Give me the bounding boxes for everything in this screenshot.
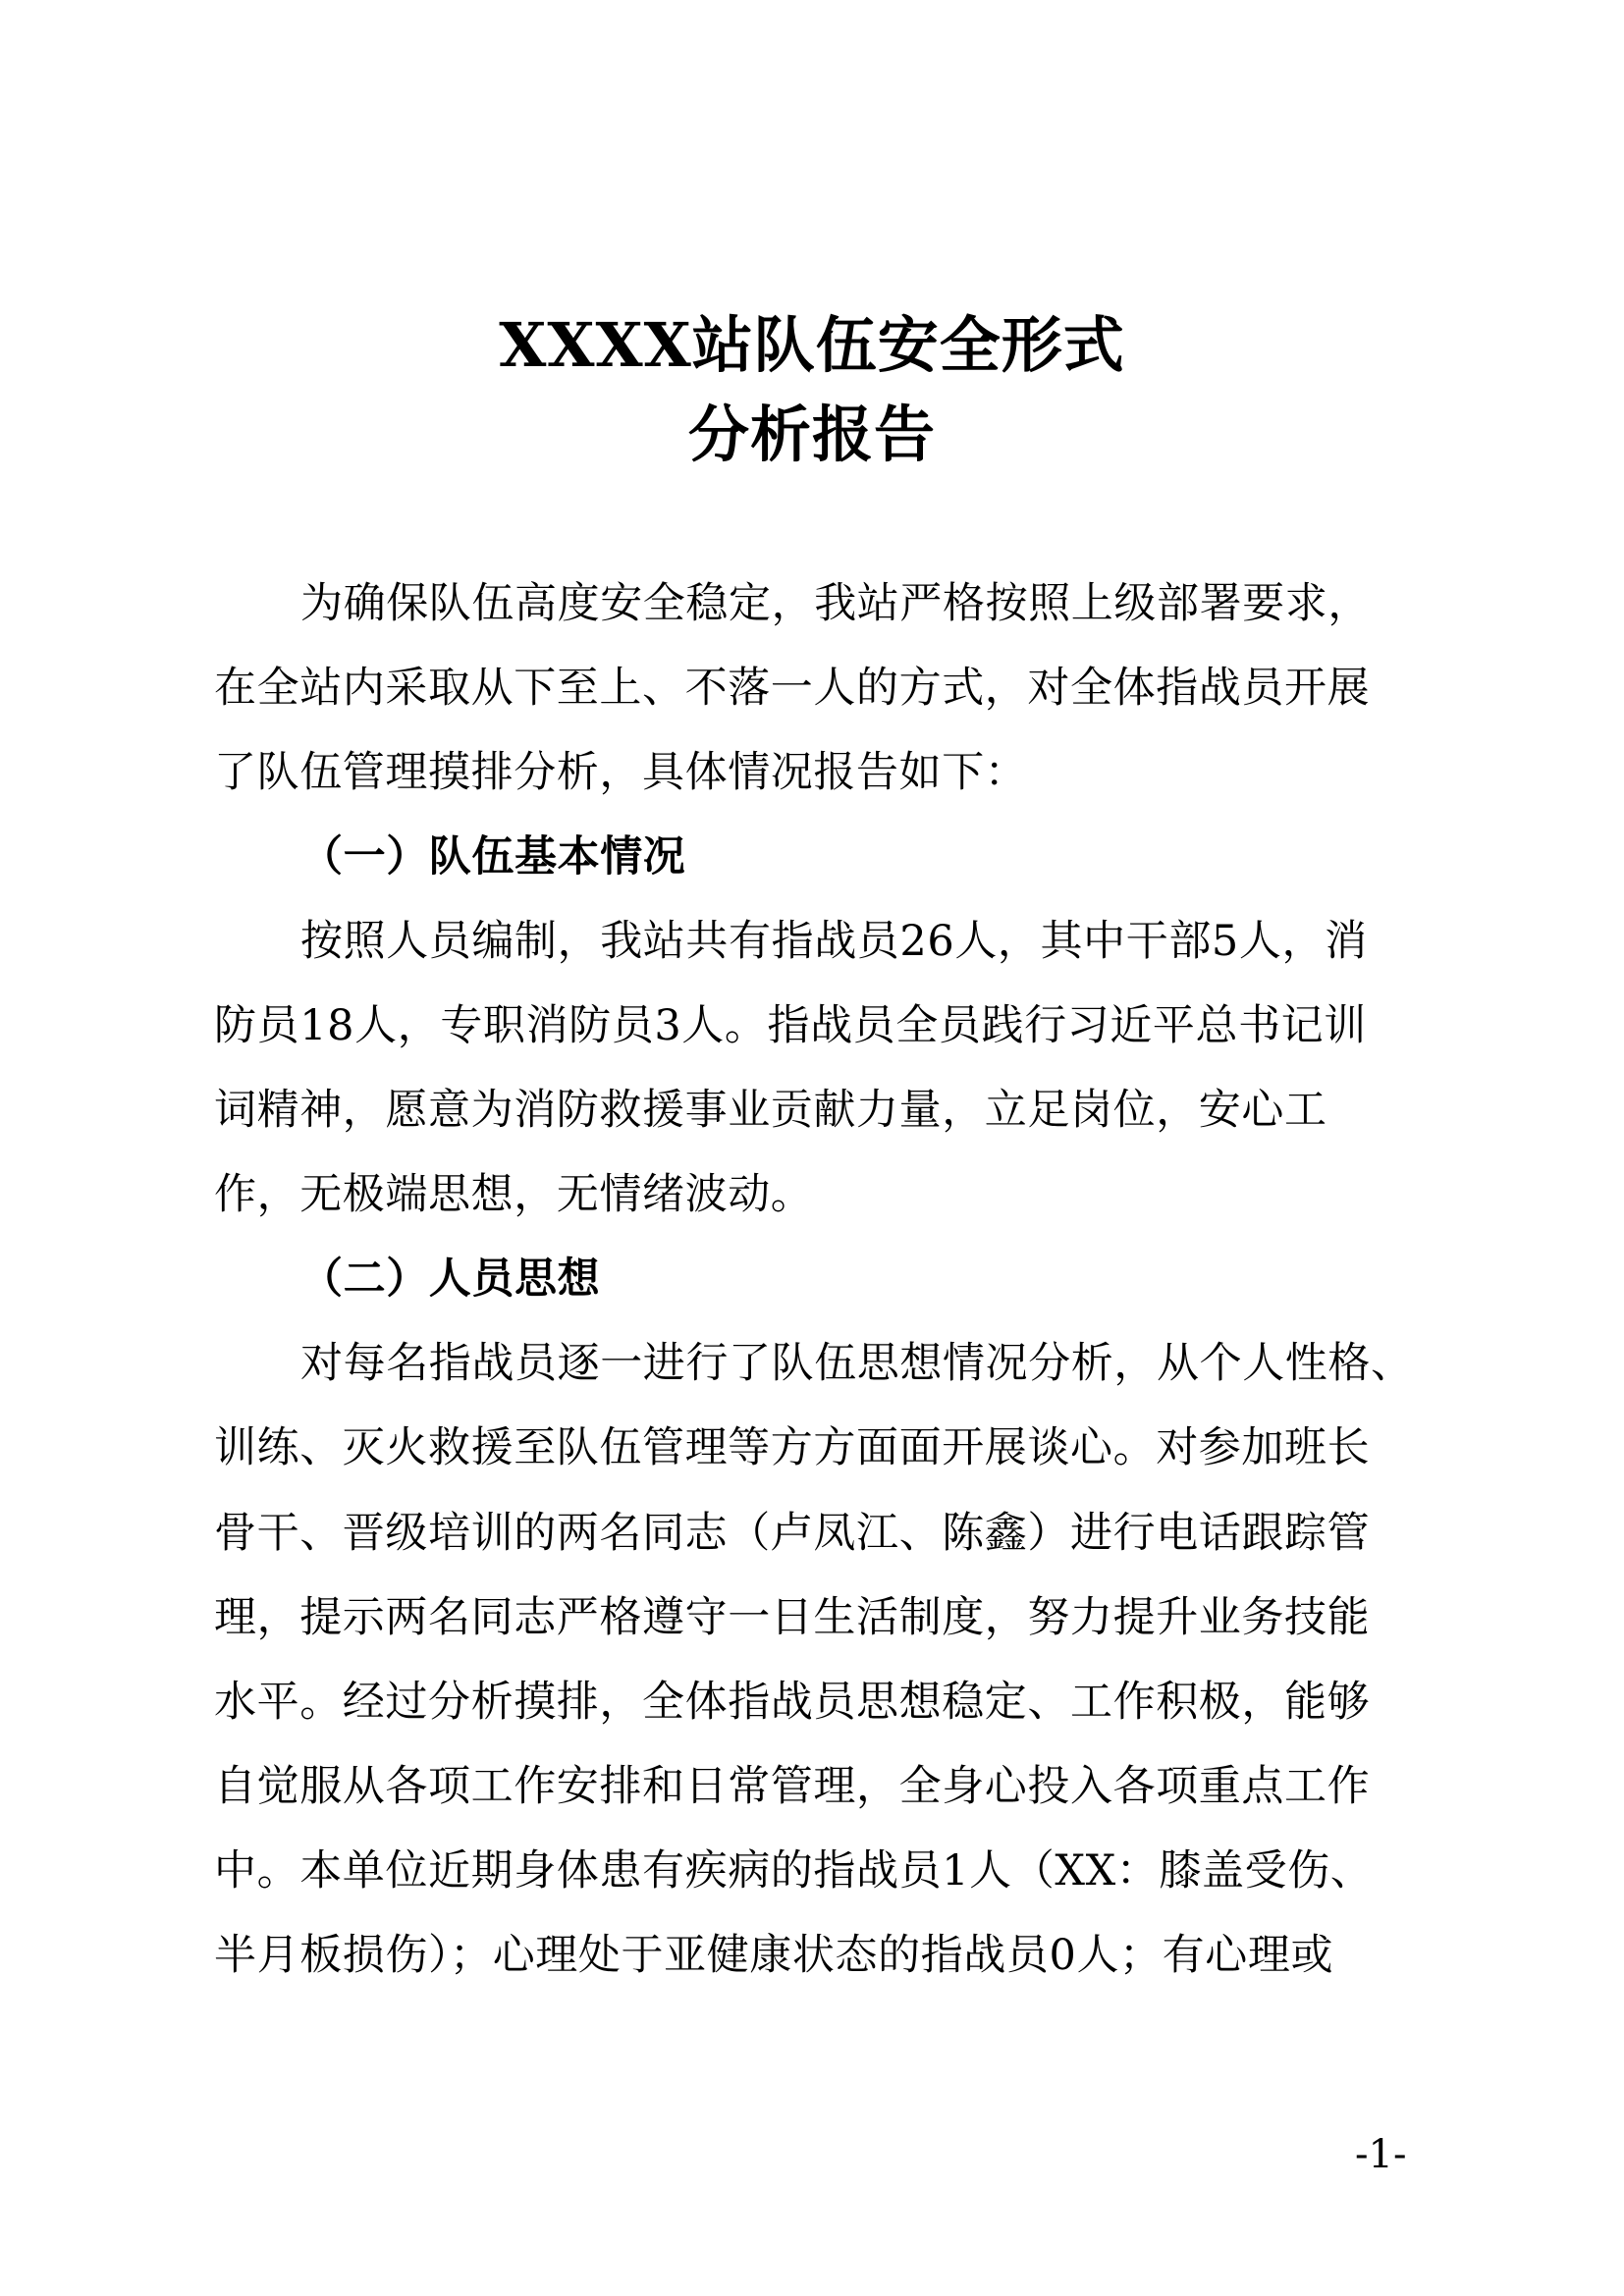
paragraph-line: 自觉服从各项工作安排和日常管理，全身心投入各项重点工作 — [214, 1761, 1371, 1811]
document-title-line-1: XXXX站队伍安全形式 — [499, 309, 1125, 381]
paragraph-line: 水平。经过分析摸排，全体指战员思想稳定、工作积极，能够 — [214, 1677, 1371, 1727]
paragraph-line: 在全站内采取从下至上、不落一人的方式，对全体指战员开展 — [214, 664, 1371, 714]
paragraph-line: 为确保队伍高度安全稳定，我站严格按照上级部署要求， — [300, 579, 1371, 628]
paragraph-line: 骨干、晋级培训的两名同志（卢凤江、陈鑫）进行电话跟踪管 — [214, 1508, 1371, 1558]
document-body — [214, 561, 1432, 1998]
section-heading-1: （一）队伍基本情况 — [300, 832, 686, 882]
document-title-line-2: 分析报告 — [687, 399, 936, 470]
paragraph-line: 词精神，愿意为消防救援事业贡献力量，立足岗位，安心工 — [214, 1086, 1327, 1136]
paragraph-line: 了队伍管理摸排分析，具体情况报告如下： — [214, 748, 1028, 798]
paragraph-line: 理，提示两名同志严格遵守一日生活制度，努力提升业务技能 — [214, 1592, 1371, 1642]
paragraph-line: 按照人员编制，我站共有指战员26人，其中干部5人，消 — [300, 917, 1368, 967]
paragraph-line: 对每名指战员逐一进行了队伍思想情况分析，从个人性格、 — [300, 1339, 1414, 1389]
paragraph-line: 半月板损伤）；心理处于亚健康状态的指战员0人；有心理或 — [214, 1930, 1334, 1980]
paragraph-line: 训练、灭火救援至队伍管理等方方面面开展谈心。对参加班长 — [214, 1423, 1371, 1473]
paragraph-line: 作，无极端思想，无情绪波动。 — [214, 1170, 814, 1220]
page-number: -1- — [1355, 2132, 1407, 2177]
paragraph-line: 中。本单位近期身体患有疾病的指战员1人（XX：膝盖受伤、 — [214, 1845, 1374, 1896]
paragraph-line: 防员18人，专职消防员3人。指战员全员践行习近平总书记训 — [214, 1001, 1367, 1051]
section-heading-2: （二）人员思想 — [300, 1255, 601, 1305]
